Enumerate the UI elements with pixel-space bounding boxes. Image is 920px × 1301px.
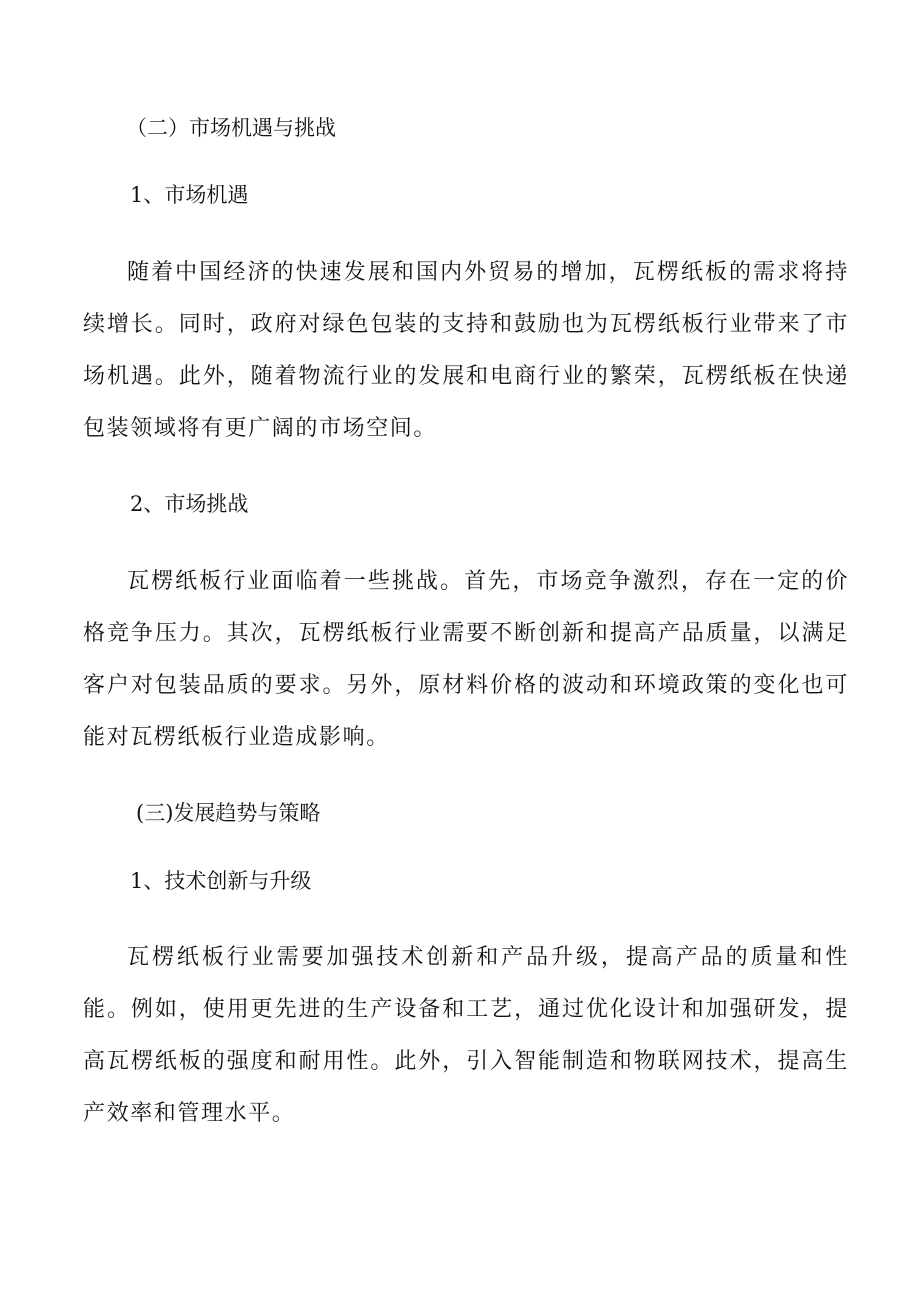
- paragraph-market-challenges: 瓦楞纸板行业面临着一些挑战。首先，市场竞争激烈，存在一定的价格竞争压力。其次，瓦楞纸板行业需要不断创新和提高产品质量，以满足客户对包装品质的要求。另外，原材料价格的波动和环境政策的变化也可能对瓦楞纸板行业造成影响。: [83, 569, 849, 750]
- subsection-heading-tech-innovation: 1、技术创新与升级: [130, 869, 312, 893]
- paragraph-tech-innovation: 瓦楞纸板行业需要加强技术创新和产品升级，提高产品的质量和性能。例如，使用更先进的生产设备和工艺，通过优化设计和加强研发，提高瓦楞纸板的强度和耐用性。此外，引入智能制造和物联网技术，提高生产效率和管理水平。: [83, 945, 849, 1126]
- section-heading-development-trends: (三)发展趋势与策略: [136, 801, 321, 825]
- paragraph-market-opportunities: 随着中国经济的快速发展和国内外贸易的增加，瓦楞纸板的需求将持续增长。同时，政府对绿色包装的支持和鼓励也为瓦楞纸板行业带来了市场机遇。此外，随着物流行业的发展和电商行业的繁荣，瓦楞纸板在快递包装领域将有更广阔的市场空间。: [83, 260, 849, 441]
- subsection-heading-market-opportunities: 1、市场机遇: [130, 183, 249, 207]
- subsection-heading-market-challenges: 2、市场挑战: [130, 492, 249, 516]
- section-heading-market-opportunities-challenges: （二）市场机遇与挑战: [126, 116, 336, 140]
